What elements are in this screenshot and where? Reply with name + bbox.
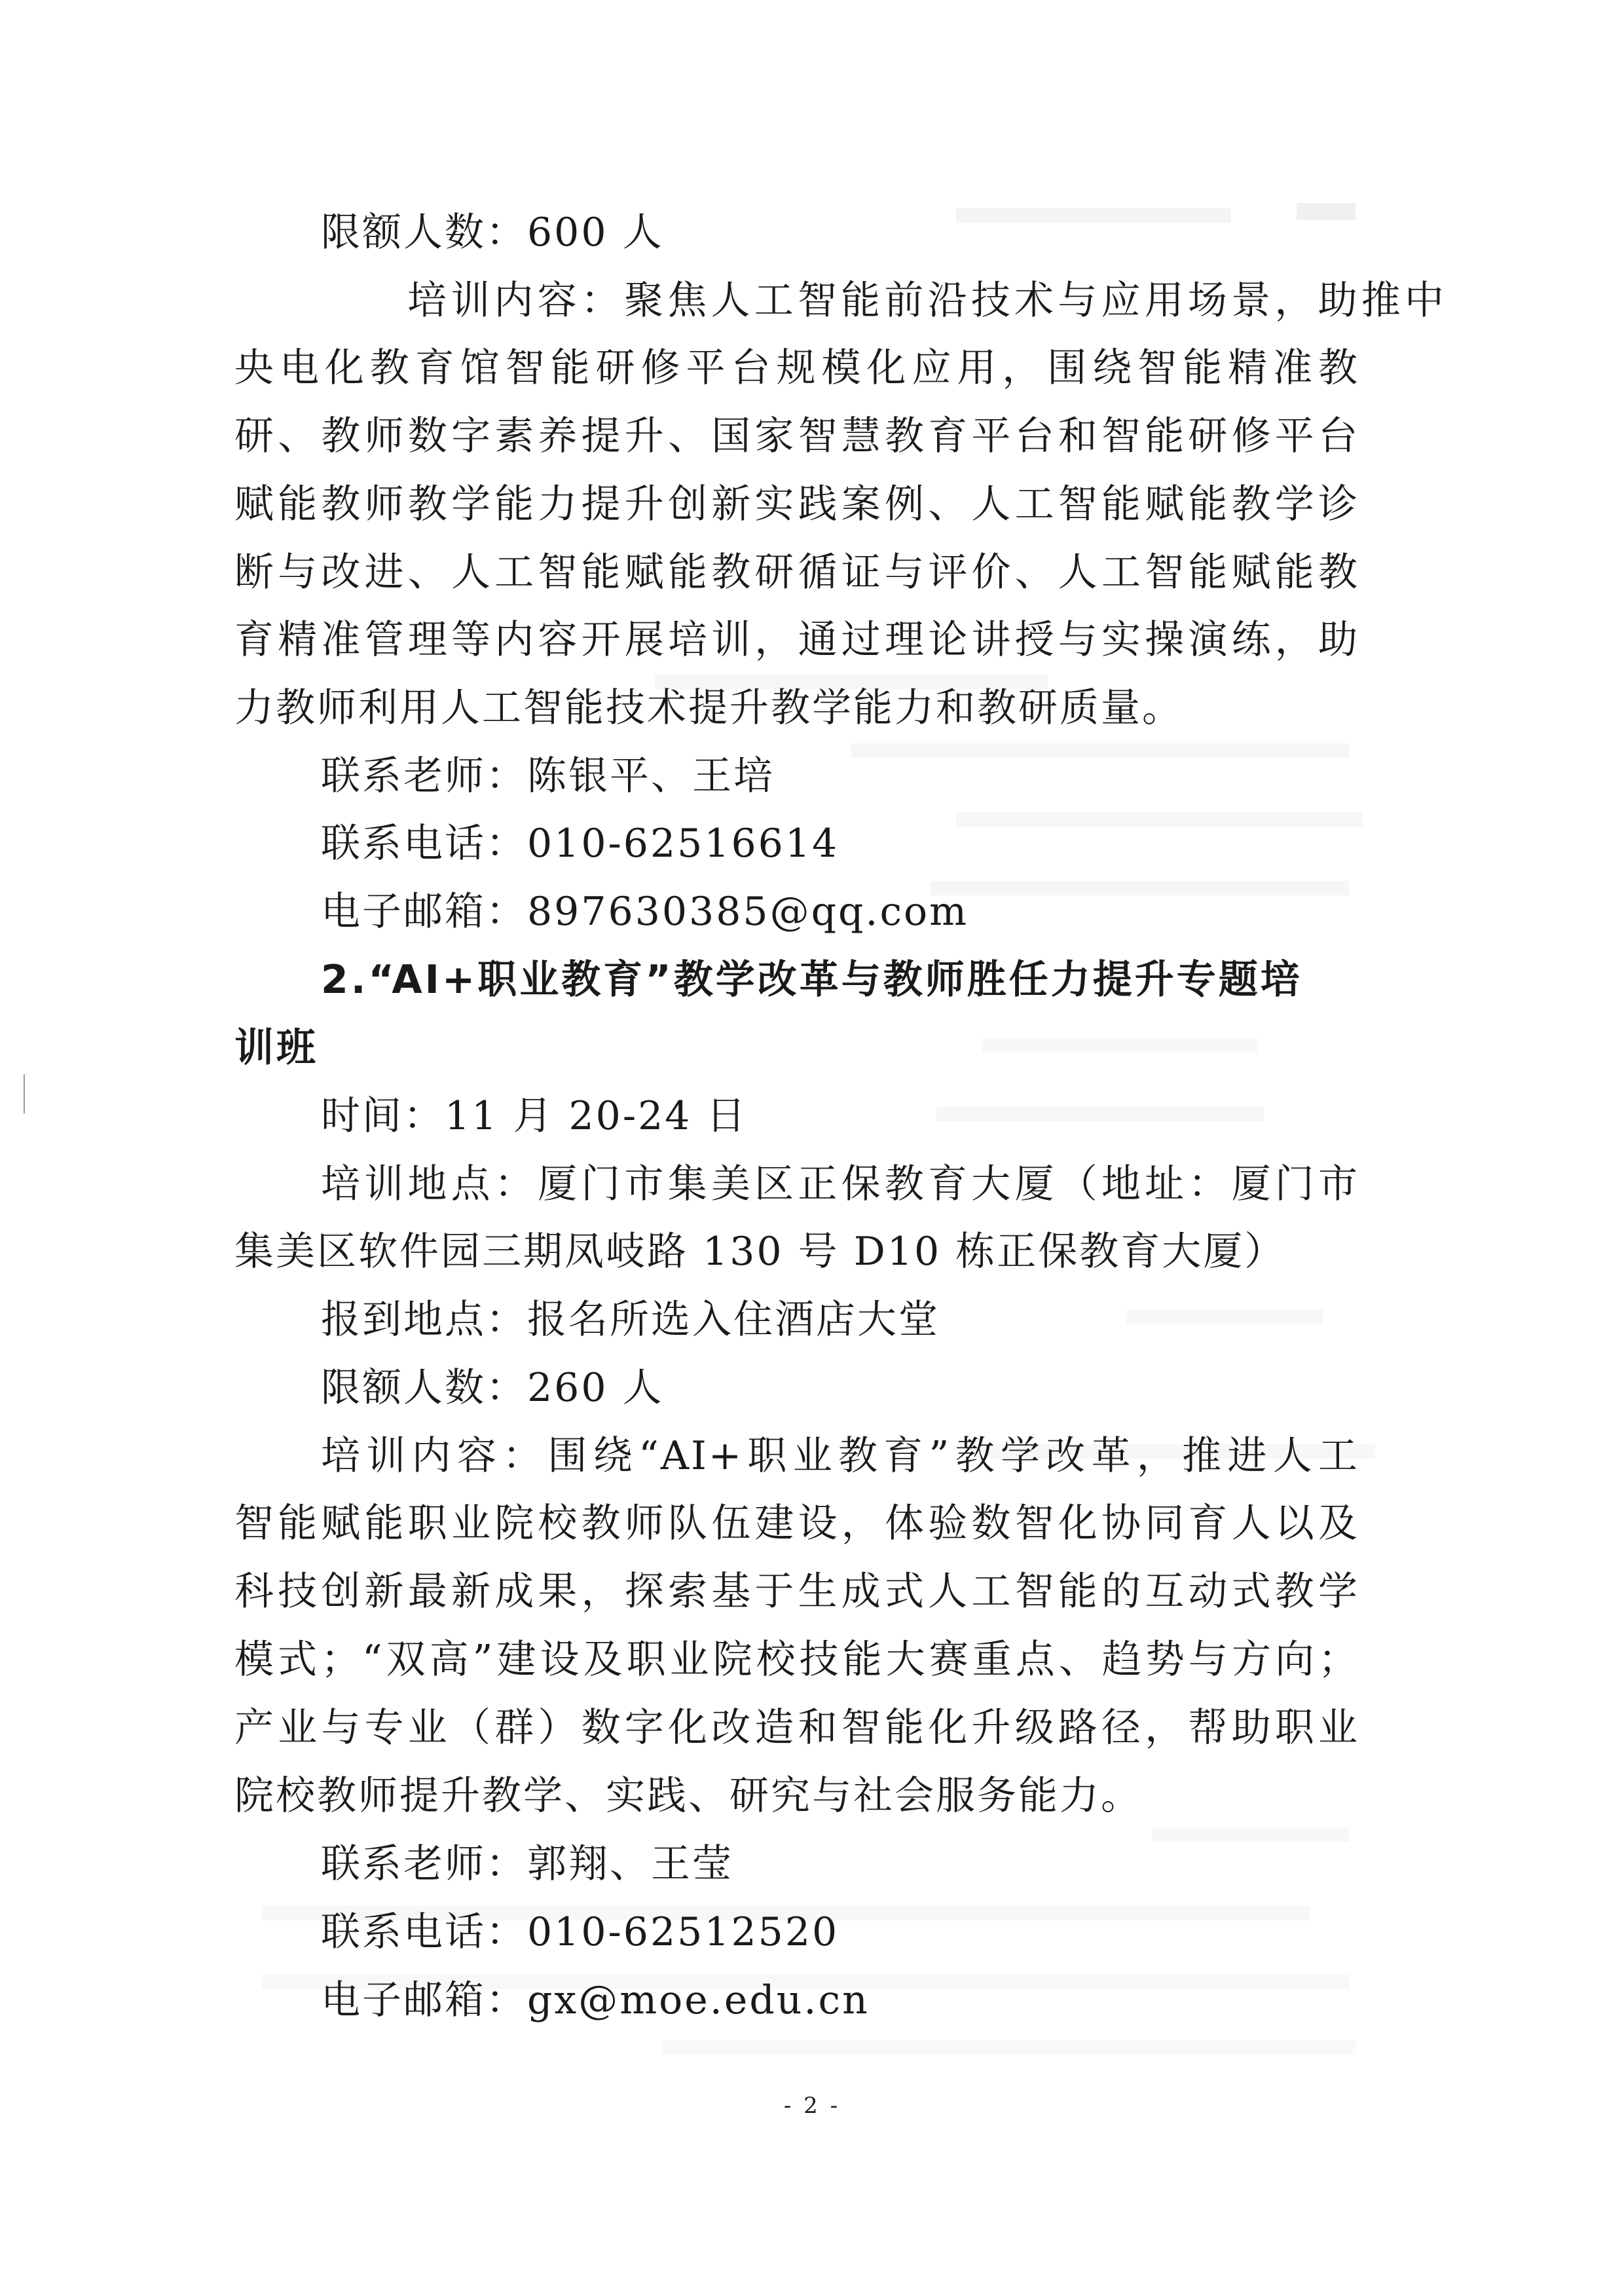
- training-content-2-line-2: 智能赋能职业院校教师队伍建设，体验数智化协同育人以及: [234, 1501, 1359, 1546]
- quota-line: 限额人数：600 人: [321, 210, 664, 255]
- scan-margin-mark: [24, 1074, 25, 1113]
- registration-place-line: 报到地点：报名所选入住酒店大堂: [321, 1297, 940, 1343]
- page-number: - 2 -: [783, 2093, 841, 2119]
- training-content-line-7: 力教师利用人工智能技术提升教学能力和教研质量。: [234, 685, 1183, 731]
- quota-line-2: 限额人数：260 人: [321, 1365, 664, 1411]
- training-content-2-line-4: 模式；“双高”建设及职业院校技能大赛重点、趋势与方向；: [234, 1637, 1359, 1683]
- contact-teacher-line-2: 联系老师：郭翔、王莹: [321, 1841, 733, 1887]
- section-heading-line-2: 训班: [234, 1025, 318, 1071]
- training-content-2-line-5: 产业与专业（群）数字化改造和智能化升级路径，帮助职业: [234, 1705, 1359, 1751]
- training-content-line-2: 央电化教育馆智能研修平台规模化应用，围绕智能精准教: [234, 345, 1359, 391]
- contact-teacher-line: 联系老师：陈银平、王培: [321, 753, 775, 799]
- section-heading-line-1: 2.“AI+职业教育”教学改革与教师胜任力提升专题培: [321, 957, 1302, 1003]
- time-line: 时间：11 月 20-24 日: [321, 1093, 748, 1139]
- contact-phone-line: 联系电话：010-62516614: [321, 821, 840, 867]
- training-content-2-line-3: 科技创新最新成果，探索基于生成式人工智能的互动式教学: [234, 1569, 1359, 1614]
- venue-line-2: 集美区软件园三期凤岐路 130 号 D10 栋正保教育大厦）: [234, 1229, 1286, 1275]
- training-content-line-1: 培训内容：聚焦人工智能前沿技术与应用场景，助推中: [407, 278, 1446, 324]
- contact-phone-line-2: 联系电话：010-62512520: [321, 1909, 840, 1955]
- training-content-line-5: 断与改进、人工智能赋能教研循证与评价、人工智能赋能教: [234, 550, 1359, 595]
- contact-email-line: 电子邮箱：897630385@qq.com: [321, 889, 969, 935]
- training-content-line-3: 研、教师数字素养提升、国家智慧教育平台和智能研修平台: [234, 413, 1359, 459]
- training-content-line-6: 育精准管理等内容开展培训，通过理论讲授与实操演练，助: [234, 617, 1359, 663]
- training-content-line-4: 赋能教师教学能力提升创新实践案例、人工智能赋能教学诊: [234, 481, 1359, 527]
- contact-email-line-2: 电子邮箱：gx@moe.edu.cn: [321, 1977, 870, 2023]
- venue-line-1: 培训地点：厦门市集美区正保教育大厦（地址：厦门市: [321, 1161, 1359, 1207]
- training-content-2-line-1: 培训内容：围绕“AI+职业教育”教学改革，推进人工: [321, 1433, 1359, 1479]
- training-content-2-line-6: 院校教师提升教学、实践、研究与社会服务能力。: [234, 1773, 1142, 1819]
